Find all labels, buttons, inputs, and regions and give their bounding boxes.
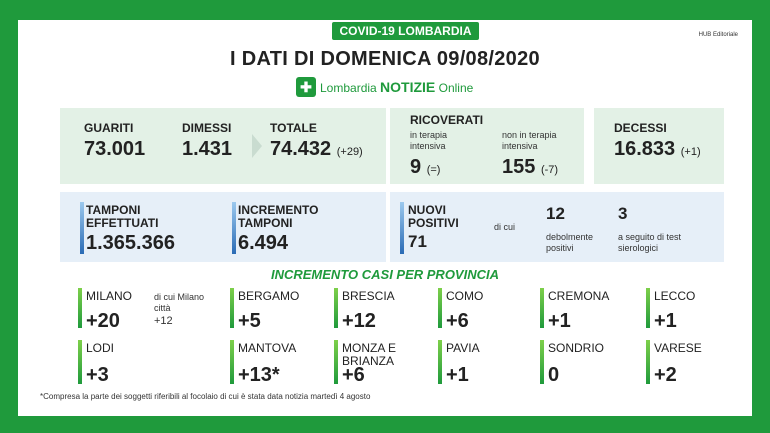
nti-delta: (-7) (540, 164, 559, 176)
guariti-label: GUARITI (84, 121, 134, 135)
province-name: LODI (86, 341, 115, 355)
totale-delta: (+29) (336, 146, 363, 158)
province-value: +20 (86, 310, 120, 332)
hub-label: HUB Editoriale (698, 32, 738, 38)
logo-bold: NOTIZIE (380, 79, 436, 95)
logo-name: Lombardia (320, 81, 381, 95)
recovered-panel (60, 108, 386, 184)
province-value: +1 (654, 310, 677, 332)
milano-city-label: di cui Milano città (154, 292, 205, 313)
province-value: +1 (446, 364, 469, 386)
decessi-value: 16.833 (614, 138, 676, 160)
cross-icon: ✚ (296, 77, 316, 97)
tamponi-label: TAMPONI EFFETTUATI (86, 203, 159, 230)
nuovi-value: 71 (408, 232, 427, 251)
hospitalized-panel (390, 108, 584, 184)
milano-city-value: +12 (154, 315, 173, 327)
new-positives-panel (390, 192, 724, 262)
province-name: MONZA E BRIANZA (342, 341, 397, 368)
guariti-value: 73.001 (84, 138, 146, 160)
province-name: CREMONA (548, 289, 610, 303)
sierol-value: 3 (618, 204, 628, 223)
province-value: +6 (446, 310, 469, 332)
dimessi-label: DIMESSI (182, 121, 232, 135)
page-title: I DATI DI DOMENICA 09/08/2020 (230, 48, 540, 70)
incremento-label: INCREMENTO TAMPONI (238, 203, 319, 230)
incremento-value: 6.494 (238, 232, 289, 254)
province-name: BERGAMO (238, 289, 300, 303)
province-name: SONDRIO (548, 341, 605, 355)
logo-suffix: Online (435, 81, 474, 95)
footnote: *Compresa la parte dei soggetti riferibili al focolaio di cui è stata data notizia martedì 4 agosto (40, 392, 371, 401)
province-value: +12 (342, 310, 376, 332)
province-value: 0 (548, 364, 560, 386)
province-value: +6 (342, 364, 365, 386)
tests-panel (60, 192, 386, 262)
infographic-frame (18, 20, 752, 416)
tamponi-value: 1.365.366 (86, 232, 175, 254)
province-name: VARESE (654, 341, 702, 355)
header-tag: COVID-19 LOMBARDIA (332, 22, 479, 40)
province-value: +1 (548, 310, 571, 332)
logo (296, 76, 473, 98)
province-name: MANTOVA (238, 341, 297, 355)
sierol-label: a seguito di test sierologici (618, 232, 682, 253)
province-value: +5 (238, 310, 261, 332)
totale-label: TOTALE (270, 121, 317, 135)
totale-value: 74.432 (270, 138, 332, 160)
nti-label: non in terapia intensiva (502, 130, 557, 151)
arrow-icon (252, 134, 262, 158)
ricoverati-label: RICOVERATI (410, 113, 484, 127)
province-value: +13* (238, 364, 280, 386)
nti-value: 155 (502, 156, 536, 178)
ti-delta: (=) (426, 164, 441, 176)
dimessi-value: 1.431 (182, 138, 233, 160)
deaths-panel (594, 108, 724, 184)
province-value: +3 (86, 364, 109, 386)
province-value: +2 (654, 364, 677, 386)
decessi-delta: (+1) (680, 146, 701, 158)
nuovi-label: NUOVI POSITIVI (408, 203, 459, 230)
province-name: BRESCIA (342, 289, 395, 303)
decessi-label: DECESSI (614, 121, 667, 135)
di-cui-label: di cui (494, 222, 516, 232)
debol-label: debolmente positivi (546, 232, 594, 253)
ti-value: 9 (410, 156, 422, 178)
provinces-title: INCREMENTO CASI PER PROVINCIA (270, 267, 499, 282)
province-name: COMO (446, 289, 484, 303)
province-name: LECCO (654, 289, 696, 303)
province-name: PAVIA (446, 341, 480, 355)
debol-value: 12 (546, 204, 565, 223)
province-name: MILANO (86, 289, 133, 303)
ti-label: in terapia intensiva (410, 130, 448, 151)
